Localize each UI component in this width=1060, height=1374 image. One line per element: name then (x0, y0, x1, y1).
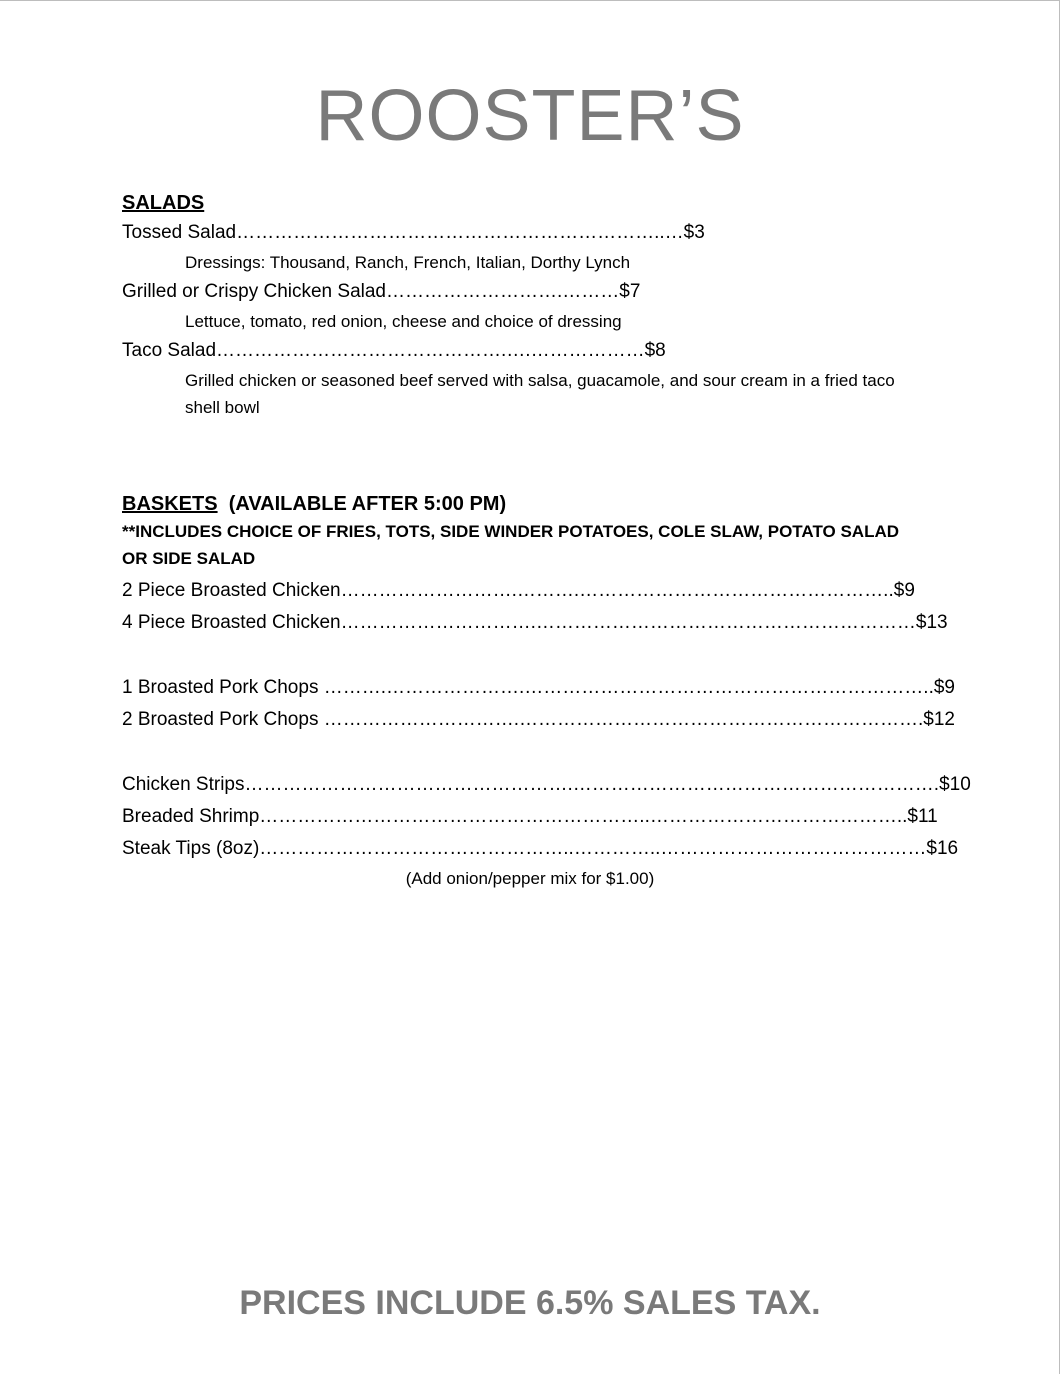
menu-item (122, 217, 942, 249)
item-description: Grilled chicken or seasoned beef served with salsa, guacamole, and sour cream in a fried taco shell bowl (185, 371, 895, 417)
menu-item (122, 335, 942, 367)
item-leader-dots: …………………………………………..…………..…………………………………… (259, 838, 927, 859)
item-description: Dressings: Thousand, Ranch, French, Italian, Dorthy Lynch (185, 253, 631, 272)
item-name: Taco Salad (122, 340, 217, 361)
item-description: Lettuce, tomato, red onion, cheese and choice of dressing (185, 312, 622, 331)
baskets-availability: (AVAILABLE AFTER 5:00 PM) (228, 493, 507, 515)
menu-item (122, 704, 955, 736)
item-leader-dots: ………………………….…………………………………………………… (340, 612, 916, 633)
menu-item (122, 801, 942, 833)
item-price: $16 (926, 838, 959, 859)
steak-addon-note: (Add onion/pepper mix for $1.00) (405, 869, 655, 888)
item-leader-dots: ……………………………………………………..………………………………….. (259, 806, 908, 827)
salads-heading: SALADS (122, 192, 205, 214)
item-price: $3 (683, 222, 705, 243)
menu-item (122, 607, 948, 639)
item-leader-dots: ………………………….………………………………………………………. (318, 709, 924, 730)
baskets-section (122, 490, 971, 865)
item-name: Grilled or Crispy Chicken Salad (122, 281, 386, 302)
menu-item (122, 833, 959, 865)
item-name: 2 Piece Broasted Chicken (122, 580, 341, 601)
item-price: $10 (939, 774, 971, 795)
item-name: 2 Broasted Pork Chops (122, 709, 319, 730)
restaurant-title: ROOSTER’S (315, 76, 745, 156)
menu-item (122, 276, 942, 308)
item-name: Breaded Shrimp (122, 806, 260, 827)
item-price: $7 (619, 281, 641, 302)
item-price: $12 (923, 709, 955, 730)
item-leader-dots: ……………………….……… (386, 281, 620, 302)
sales-tax-notice: PRICES INCLUDE 6.5% SALES TAX. (239, 1284, 821, 1322)
item-leader-dots: …………………………………………………………..… (236, 222, 684, 243)
item-price: $11 (907, 806, 938, 827)
baskets-heading: BASKETS (AVAILABLE AFTER 5:00 PM) (122, 493, 507, 515)
item-price: $8 (644, 340, 666, 361)
item-price: $9 (933, 677, 955, 698)
item-name: 4 Piece Broasted Chicken (122, 612, 341, 633)
baskets-includes-note: **INCLUDES CHOICE OF FRIES, TOTS, SIDE WINDER POTATOES, COLE SLAW, POTATO SALAD OR SIDE SALAD (122, 522, 900, 568)
item-name: Chicken Strips (122, 774, 245, 795)
menu-item (122, 575, 942, 607)
item-name: Steak Tips (8oz) (122, 838, 260, 859)
item-name: 1 Broasted Pork Chops (122, 677, 319, 698)
page-border-top (0, 0, 1060, 1)
item-leader-dots: ……………………….……….………………………………………….. (340, 580, 894, 601)
item-price: $9 (893, 580, 915, 601)
item-price: $13 (915, 612, 948, 633)
salads-section (122, 189, 942, 421)
menu-item (122, 672, 955, 704)
item-leader-dots: …………………………………………….…………………………………………………. (244, 774, 940, 795)
item-name: Tossed Salad (122, 222, 237, 243)
item-leader-dots: ……….………………….……………………………………………………….. (318, 677, 934, 698)
item-leader-dots: ……………………………………….….……………… (216, 340, 645, 361)
menu-item (122, 769, 971, 801)
